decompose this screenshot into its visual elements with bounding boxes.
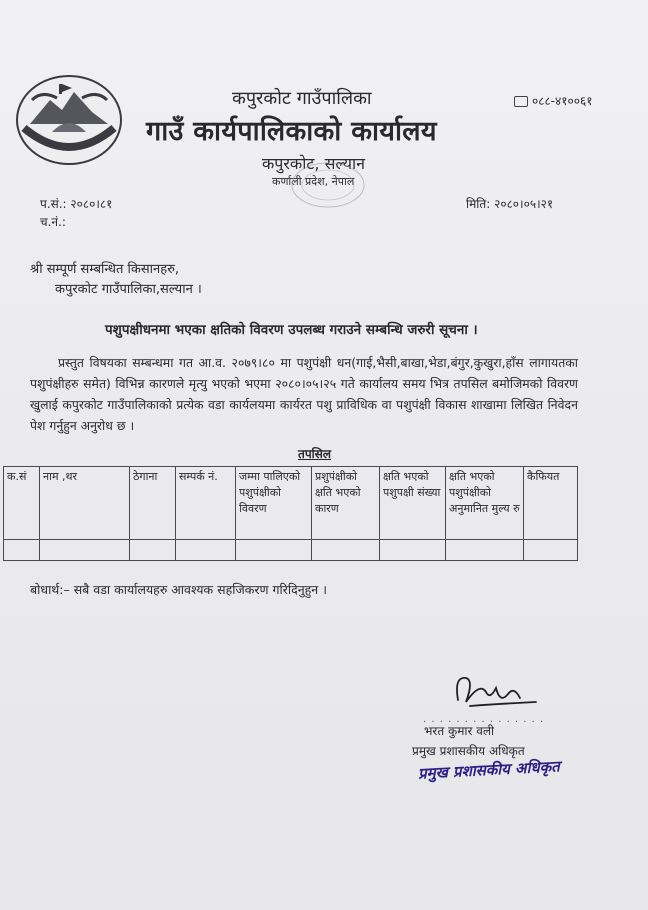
header-cell: जम्मा पालिएको पशुपंक्षीको विवरण [236, 467, 312, 540]
header-cell: प्रशुपंक्षीको क्षति भएको कारण [312, 467, 380, 540]
nepal-emblem-logo [12, 70, 127, 170]
office-phone [514, 92, 593, 109]
recipient-line-2: कपुरकोट गाउँपालिका,सल्यान । [55, 282, 202, 297]
table-cell [446, 540, 524, 561]
table-cell [380, 540, 446, 561]
phone-number: ०८८-४१००६१ [532, 94, 593, 108]
table-cell [4, 540, 40, 561]
office-name: कपुरकोट गाउँपालिका [232, 88, 372, 109]
signature [450, 670, 540, 715]
header-cell: क.सं [4, 467, 40, 540]
dispatch-number: च.नं.: [40, 215, 66, 229]
office-seal-stamp [288, 160, 368, 210]
letter-body: प्रस्तुत विषयका सम्बन्धमा गत आ.व. २०७९।८० मा पशुपंक्षी धन(गाई,भैसी,बाखा,भेडा,बंगुर,कुखुरा,हाँस लागायतका पशुपंक्षीहरु समेत) विभिन्न कारणले मृत्यु भएको भएमा २०८०।०५।२५ गते कार्यालय समय भित्र तपसिल बमोजिमको विवरण खुलाई कपुरकोट गाउँपालिकाको प्रत्येक वडा कार्यलयमा कार्यरत पशु प्राविधिक वा पशुपंक्षी विकास शाखामा लिखित निवेदन पेश गर्नुहुन अनुरोध छ । [30, 355, 578, 433]
office-main-title: गाउँ कार्यपालिकाको कार्यालय [146, 116, 437, 147]
header-cell: नाम ,थर [40, 467, 130, 540]
header-cell: सम्पर्क नं. [176, 467, 236, 540]
header-cell: कैफियत [524, 467, 578, 540]
official-rubber-stamp: प्रमुख प्रशासकीय अधिकृत [417, 757, 561, 783]
header-cell: ठेगाना [130, 467, 176, 540]
cc-note: बोधार्थ:– सबै वडा कार्यालयहरु आवश्यक सहजिकरण गरिदिनुहुन । [30, 582, 327, 597]
header-cell: क्षति भएको पशुपक्षी संख्या [380, 467, 446, 540]
table-row [4, 540, 578, 561]
reference-number: प.सं.: २०८०।८१ [40, 197, 113, 211]
telephone-icon [514, 96, 528, 107]
table-cell [176, 540, 236, 561]
letter-date: मिति: २०८०।०५।२१ [466, 197, 554, 211]
table-cell [524, 540, 578, 561]
table-caption: तपसिल [298, 447, 332, 461]
table-cell [130, 540, 176, 561]
table-cell [40, 540, 130, 561]
signatory-name: भरत कुमार वली [424, 724, 495, 738]
table-header-row [4, 467, 578, 540]
header-cell: क्षति भएको पशुपंक्षीको अनुमानित मुल्य रु [446, 467, 524, 540]
signature-dotted-line: . . . . . . . . . . . . . . . [423, 714, 545, 725]
table-cell [236, 540, 312, 561]
signatory-title: प्रमुख प्रशासकीय अधिकृत [412, 744, 525, 758]
details-table [3, 466, 578, 561]
recipient-line-1: श्री सम्पूर्ण सम्बन्धित किसानहरु, [30, 262, 180, 277]
letter-subject: पशुपक्षीधनमा भएका क्षतिको विवरण उपलब्ध गराउने सम्बन्धि जरुरी सूचना । [105, 322, 478, 338]
table-cell [312, 540, 380, 561]
office-address: कपुरकोट, सल्यान [262, 154, 366, 173]
office-province: कर्णाली प्रदेश, नेपाल [272, 175, 355, 188]
